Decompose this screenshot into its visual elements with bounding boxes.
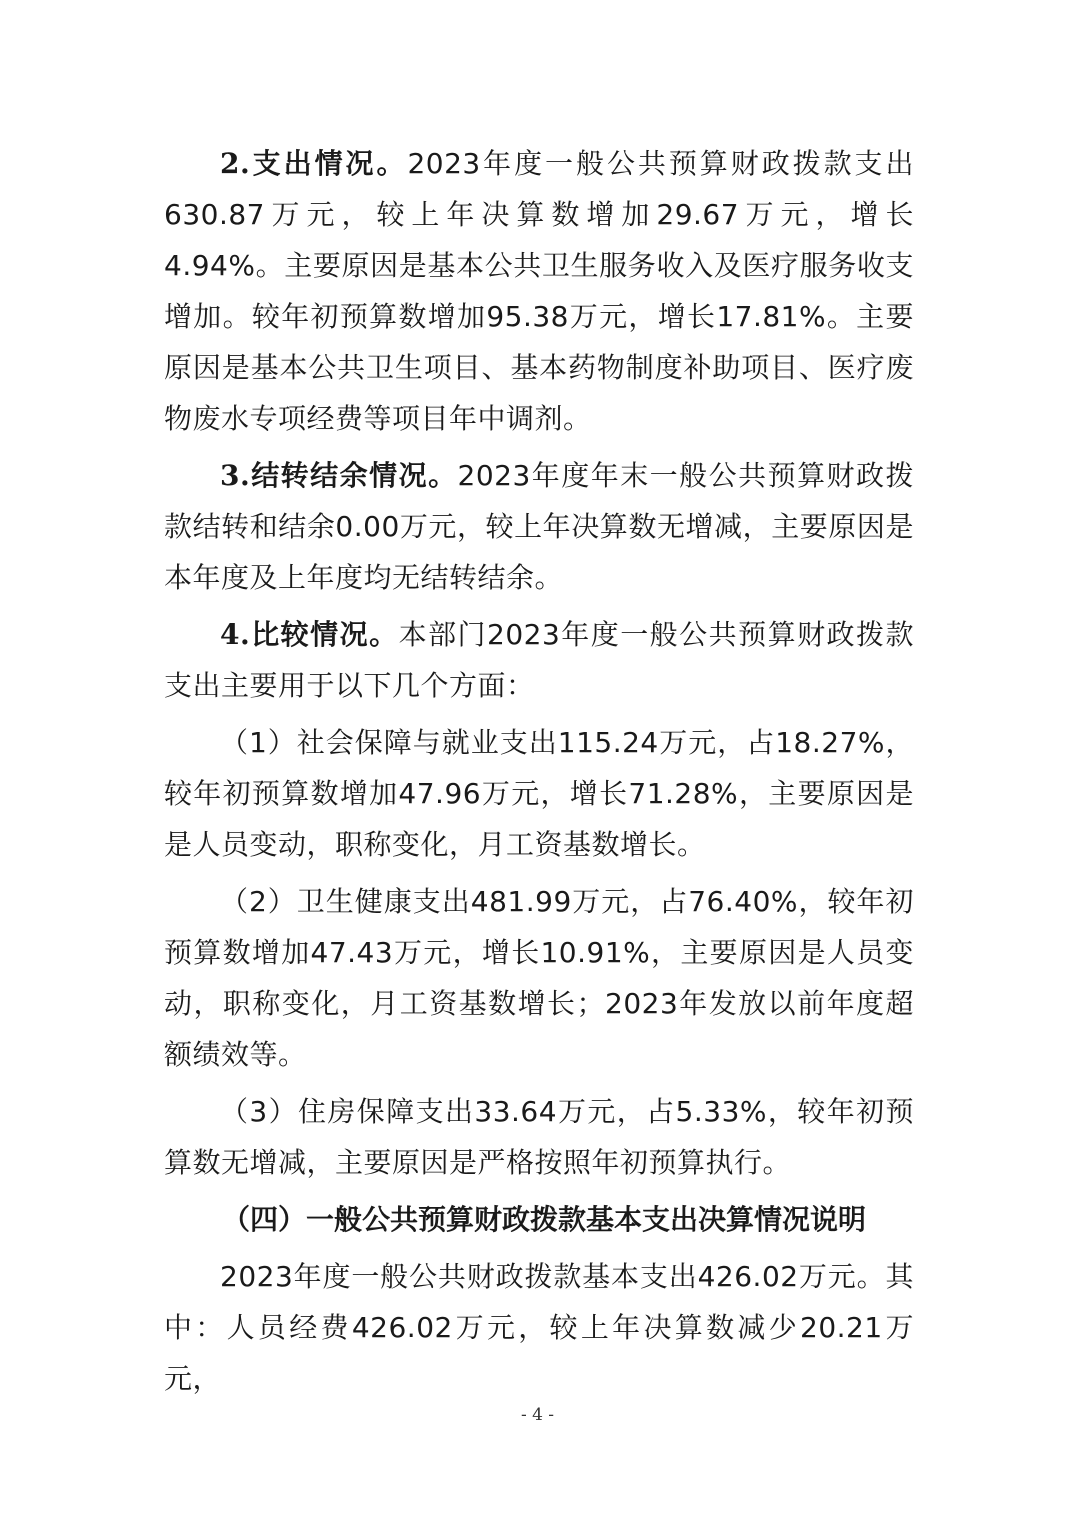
text-expenditure: 2023年度一般公共预算财政拨款支出630.87万元，较上年决算数增加29.67万元，增长4.94%。主要原因是基本公共卫生服务收入及医疗服务收支增加。较年初预算数增加95.38万元，增长17.81%。主要原因是基本公共卫生项目、基本药物制度补助项目、医疗废物废水专项经费等项目年中调剂。: [164, 147, 914, 435]
text-comparison: 本部门2023年度一般公共预算财政拨款支出主要用于以下几个方面：: [164, 618, 914, 702]
paragraph-item-1: （1）社会保障与就业支出115.24万元，占18.27%，较年初预算数增加47.96万元，增长71.28%，主要原因是是人员变动，职称变化，月工资基数增长。: [164, 726, 914, 861]
text-carryover: 2023年度年末一般公共预算财政拨款结转和结余0.00万元，较上年决算数无增减，主要原因是本年度及上年度均无结转结余。: [164, 459, 914, 594]
heading-carryover: 3.结转结余情况。: [220, 459, 458, 492]
paragraph-carryover: [164, 450, 914, 603]
heading-expenditure: 2.支出情况。: [220, 147, 408, 180]
paragraph-item-3: （3）住房保障支出33.64万元，占5.33%，较年初预算数无增减，主要原因是严格按照年初预算执行。: [164, 1095, 914, 1179]
paragraph-comparison: [164, 609, 914, 711]
paragraph-item-2: （2）卫生健康支出481.99万元，占76.40%，较年初预算数增加47.43万元，增长10.91%，主要原因是人员变动，职称变化，月工资基数增长；2023年发放以前年度超额绩效等。: [164, 885, 914, 1071]
paragraph-expenditure: [164, 138, 914, 444]
heading-comparison: 4.比较情况。: [220, 618, 399, 651]
section-heading: （四）一般公共预算财政拨款基本支出决算情况说明: [222, 1203, 867, 1236]
document-body: [164, 138, 914, 1404]
paragraph-basic-expenditure: 2023年度一般公共财政拨款基本支出426.02万元。其中：人员经费426.02万元，较上年决算数减少20.21万元，: [164, 1260, 914, 1395]
page-number: - 4 -: [520, 1405, 555, 1425]
